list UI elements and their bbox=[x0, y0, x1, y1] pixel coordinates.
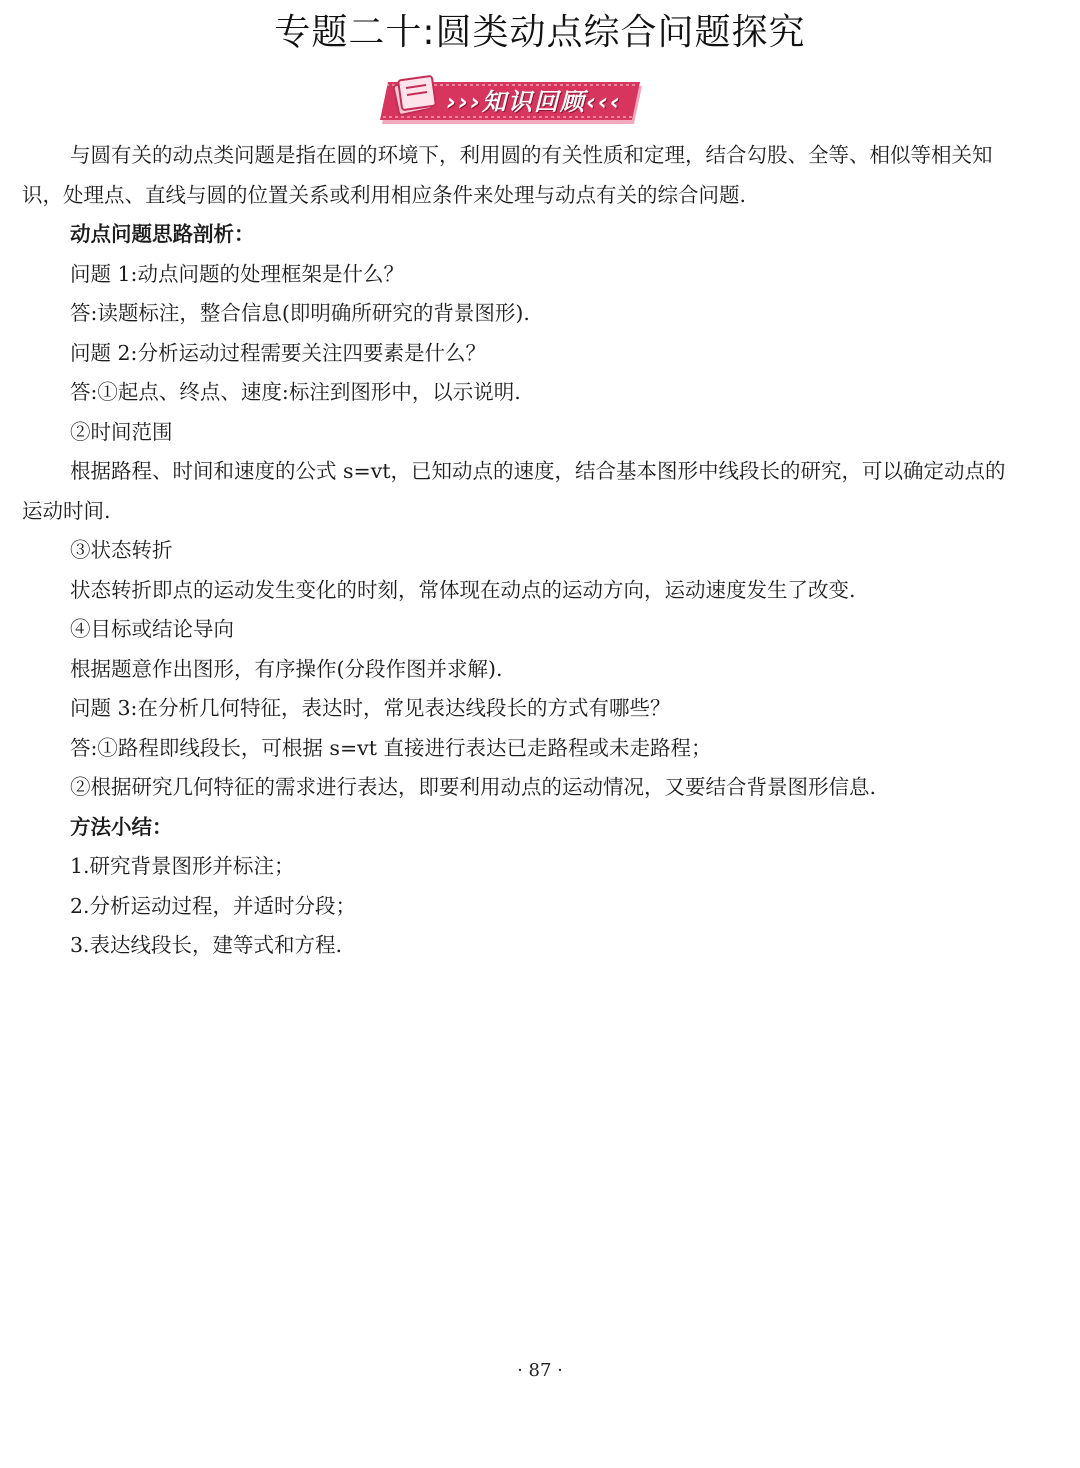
page-number: · 87 · bbox=[517, 1360, 563, 1381]
section-banner bbox=[380, 74, 650, 130]
point-2-text: 根据路程、时间和速度的公式 s=vt，已知动点的速度，结合基本图形中线段长的研究，可以确定动点的运动时间. bbox=[22, 459, 1006, 523]
answer-3-part-1: 答:①路程即线段长，可根据 s=vt 直接进行表达已走路程或未走路程； bbox=[70, 735, 712, 760]
main-content bbox=[22, 136, 1022, 966]
page-title: 专题二十:圆类动点综合问题探究 bbox=[274, 12, 806, 53]
point-3-text: 状态转折即点的运动发生变化的时刻，常体现在动点的运动方向，运动速度发生了改变. bbox=[70, 577, 856, 602]
summary-item-3: 3.表达线段长，建等式和方程. bbox=[70, 933, 343, 957]
summary-item-2: 2.分析运动过程，并适时分段； bbox=[70, 893, 357, 918]
banner-title: 知识回顾 bbox=[482, 88, 586, 116]
point-4-text: 根据题意作出图形，有序操作(分段作图并求解). bbox=[70, 656, 503, 681]
point-4-title: ④目标或结论导向 bbox=[70, 617, 234, 641]
question-1: 问题 1:动点问题的处理框架是什么？ bbox=[70, 261, 404, 286]
point-2-title: ②时间范围 bbox=[70, 419, 173, 444]
analysis-heading: 动点问题思路剖析： bbox=[70, 222, 255, 246]
banner-arrows-right: ‹‹‹ bbox=[586, 88, 622, 116]
banner-label bbox=[436, 87, 632, 117]
summary-item-1: 1.研究背景图形并标注； bbox=[70, 854, 295, 878]
answer-3-part-2: ②根据研究几何特征的需求进行表达，即要利用动点的运动情况，又要结合背景图形信息. bbox=[70, 775, 877, 799]
point-3-title: ③状态转折 bbox=[70, 538, 173, 562]
answer-2: 答:①起点、终点、速度:标注到图形中，以示说明. bbox=[70, 380, 521, 404]
answer-1: 答:读题标注，整合信息(即明确所研究的背景图形). bbox=[70, 301, 530, 325]
question-3: 问题 3:在分析几何特征，表达时，常见表达线段长的方式有哪些？ bbox=[70, 696, 671, 720]
notebook-icon bbox=[386, 68, 442, 124]
summary-heading: 方法小结： bbox=[70, 814, 173, 839]
question-2: 问题 2:分析运动过程需要关注四要素是什么？ bbox=[70, 340, 486, 365]
intro-paragraph: 与圆有关的动点类问题是指在圆的环境下，利用圆的有关性质和定理，结合勾股、全等、相似等相关知识，处理点、直线与圆的位置关系或利用相应条件来处理与动点有关的综合问题. bbox=[22, 143, 993, 207]
banner-arrows-left: ››› bbox=[446, 88, 482, 116]
